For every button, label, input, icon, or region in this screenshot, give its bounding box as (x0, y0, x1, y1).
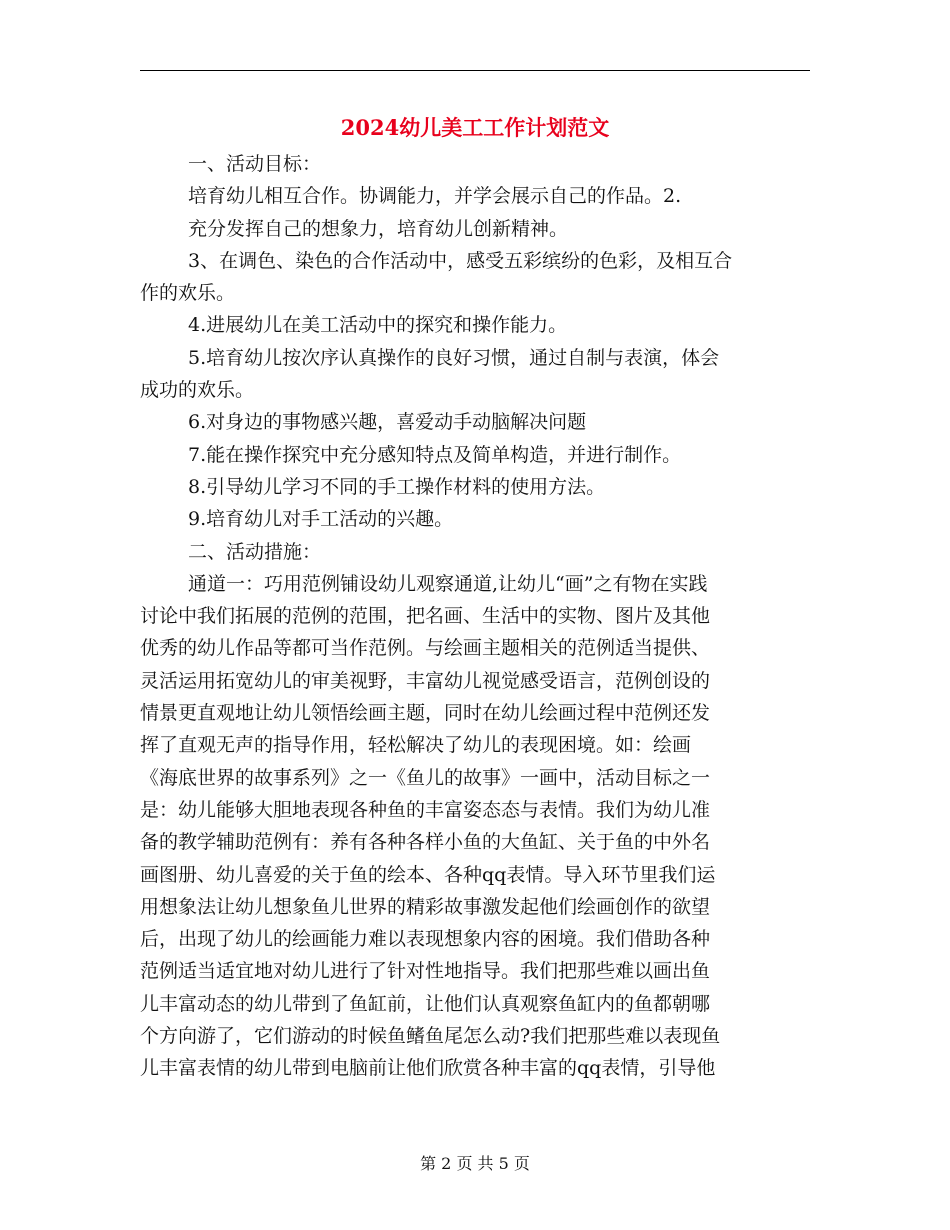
paragraph-line: 3、在调色、染色的合作活动中，感受五彩缤纷的色彩，及相互合 (188, 249, 733, 272)
document-body (140, 148, 810, 1085)
paragraph-line: 挥了直观无声的指导作用，轻松解决了幼儿的表现困境。如：绘画 (140, 734, 692, 757)
section-heading: 一、活动目标： (188, 153, 322, 175)
paragraph-line: 7.能在操作探究中充分感知特点及简单构造，并进行制作。 (188, 443, 682, 466)
paragraph-line: 5.培育幼儿按次序认真操作的良好习惯，通过自制与表演，体会 (188, 346, 720, 369)
paragraph-line: 作的欢乐。 (140, 282, 236, 305)
paragraph-line: 8.引导幼儿学习不同的手工操作材料的使用方法。 (188, 475, 606, 498)
paragraph-line: 情景更直观地让幼儿领悟绘画主题，同时在幼儿绘画过程中范例还发 (140, 702, 711, 725)
paragraph-line: 儿丰富表情的幼儿带到电脑前让他们欣赏各种丰富的qq表情，引导他 (140, 1057, 716, 1080)
header-rule (140, 70, 810, 71)
paragraph-line: 是：幼儿能够大胆地表现各种鱼的丰富姿态态与表情。我们为幼儿准 (140, 798, 711, 821)
page-number: 第 2 页 共 5 页 (420, 1154, 530, 1173)
paragraph-line: 6.对身边的事物感兴趣，喜爱动手动脑解决问题 (188, 411, 587, 434)
section-heading: 二、活动措施： (188, 540, 322, 563)
paragraph-line: 充分发挥自己的想象力，培育幼儿创新精神。 (188, 217, 569, 240)
paragraph-line: 用想象法让幼儿想象鱼儿世界的精彩故事激发起他们绘画创作的欲望 (140, 895, 711, 918)
paragraph-line: 个方向游了，它们游动的时候鱼鳍鱼尾怎么动?我们把那些难以表现鱼 (140, 1025, 721, 1048)
paragraph-line: 范例适当适宜地对幼儿进行了针对性地指导。我们把那些难以画出鱼 (140, 960, 711, 983)
paragraph-line: 画图册、幼儿喜爱的关于鱼的绘本、各种qq表情。导入环节里我们运 (140, 863, 716, 886)
paragraph-line: 9.培育幼儿对手工活动的兴趣。 (188, 508, 454, 531)
paragraph-line: 通道一：巧用范例铺设幼儿观察通道,让幼儿“画”之有物在实践 (188, 572, 708, 595)
paragraph-line: 讨论中我们拓展的范例的范围，把名画、生活中的实物、图片及其他 (140, 605, 711, 628)
paragraph-line: 成功的欢乐。 (140, 379, 255, 402)
document-title: 2024幼儿美工工作计划范文 (340, 115, 610, 140)
paragraph-line: 4.进展幼儿在美工活动中的探究和操作能力。 (188, 314, 568, 337)
paragraph-line: 培育幼儿相互合作。协调能力，并学会展示自己的作品。2. (188, 185, 682, 208)
paragraph-line: 备的教学辅助范例有：养有各种各样小鱼的大鱼缸、关于鱼的中外名 (140, 831, 711, 854)
paragraph-line: 灵活运用拓宽幼儿的审美视野，丰富幼儿视觉感受语言，范例创设的 (140, 669, 711, 692)
paragraph-line: 优秀的幼儿作品等都可当作范例。与绘画主题相关的范例适当提供、 (140, 637, 711, 660)
paragraph-line: 后，出现了幼儿的绘画能力难以表现想象内容的困境。我们借助各种 (140, 928, 711, 951)
paragraph-line: 儿丰富动态的幼儿带到了鱼缸前，让他们认真观察鱼缸内的鱼都朝哪 (140, 992, 711, 1015)
paragraph-line: 《海底世界的故事系列》之一《鱼儿的故事》一画中，活动目标之一 (140, 766, 711, 789)
